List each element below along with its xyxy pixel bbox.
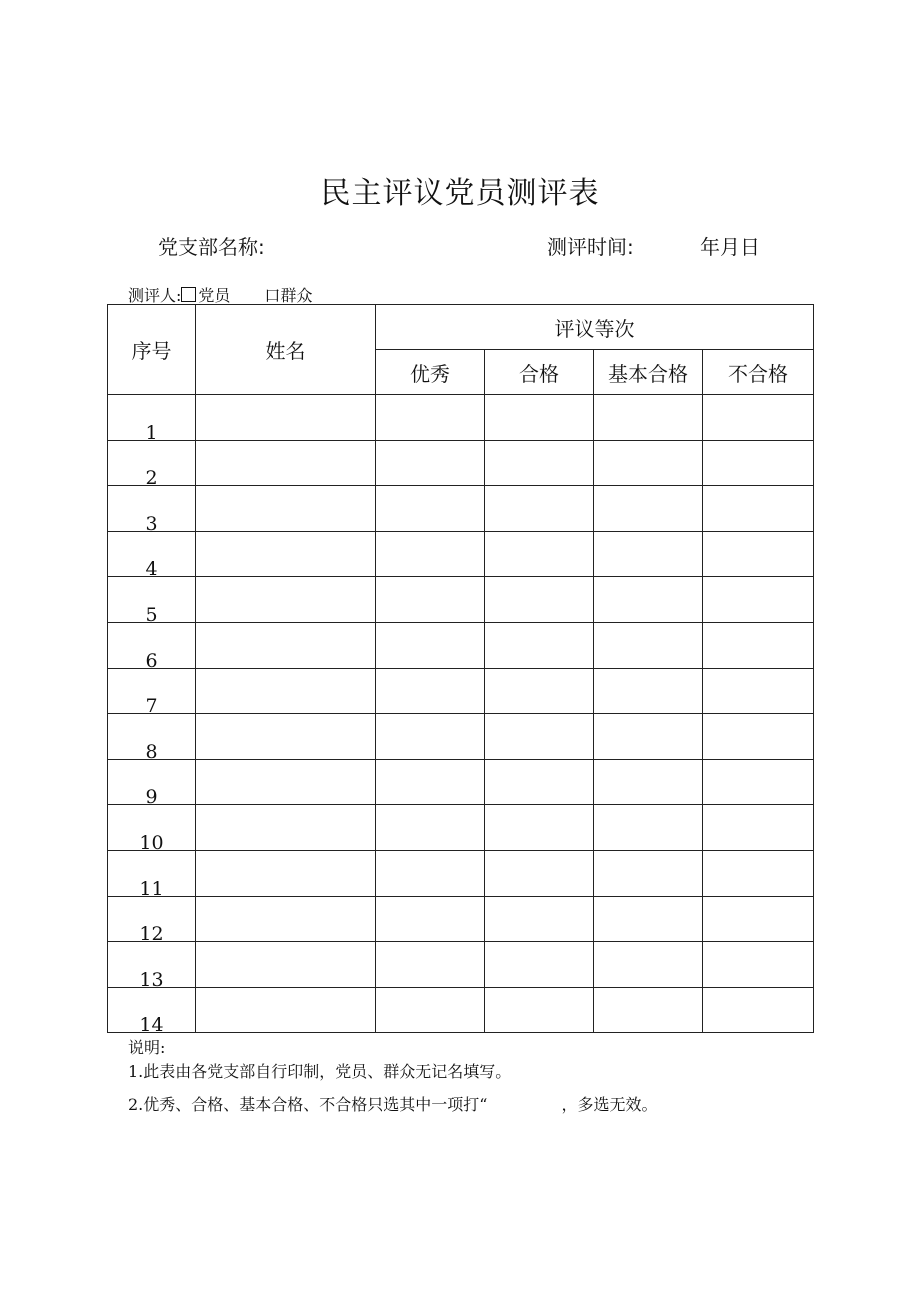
name-cell[interactable]	[196, 850, 376, 896]
excellent-cell[interactable]	[376, 805, 485, 851]
name-cell[interactable]	[196, 622, 376, 668]
basically-qualified-cell[interactable]	[594, 714, 703, 760]
basically-qualified-cell[interactable]	[594, 395, 703, 441]
index-column-header: 序号	[108, 305, 196, 395]
unqualified-cell[interactable]	[703, 850, 814, 896]
qualified-cell[interactable]	[485, 714, 594, 760]
qualified-cell[interactable]	[485, 622, 594, 668]
table-row	[108, 805, 814, 851]
table-row	[108, 622, 814, 668]
row-index: 8	[145, 740, 158, 763]
grade-unqualified-header: 不合格	[703, 350, 814, 395]
row-index-cell	[108, 395, 196, 444]
basically-qualified-cell[interactable]	[594, 805, 703, 851]
basically-qualified-cell[interactable]	[594, 759, 703, 805]
excellent-cell[interactable]	[376, 759, 485, 805]
grade-qualified-header: 合格	[485, 350, 594, 395]
unqualified-cell[interactable]	[703, 714, 814, 760]
name-cell[interactable]	[196, 531, 376, 577]
row-index-cell	[108, 622, 196, 672]
party-member-option-label: 党员	[198, 286, 231, 305]
row-index: 11	[139, 877, 164, 900]
row-index: 3	[145, 512, 158, 535]
grade-excellent-header: 优秀	[376, 350, 485, 395]
grade-basically-qualified-header: 基本合格	[594, 350, 703, 395]
excellent-cell[interactable]	[376, 987, 485, 1033]
row-index-cell	[108, 896, 196, 946]
unqualified-cell[interactable]	[703, 668, 814, 714]
qualified-cell[interactable]	[485, 987, 594, 1033]
row-index: 1	[145, 421, 158, 444]
row-index: 4	[145, 558, 158, 581]
unqualified-cell[interactable]	[703, 395, 814, 441]
row-index-cell	[108, 850, 196, 900]
note-1: 1.此表由各党支部自行印制，党员、群众无记名填写。	[128, 1062, 512, 1081]
name-cell[interactable]	[196, 942, 376, 988]
unqualified-cell[interactable]	[703, 759, 814, 805]
row-index-cell	[108, 805, 196, 854]
qualified-cell[interactable]	[485, 668, 594, 714]
name-cell[interactable]	[196, 896, 376, 942]
table-row	[108, 440, 814, 486]
name-cell[interactable]	[196, 714, 376, 760]
row-index-cell	[108, 668, 196, 718]
basically-qualified-cell[interactable]	[594, 440, 703, 486]
basically-qualified-cell[interactable]	[594, 622, 703, 668]
row-index: 14	[139, 1014, 164, 1037]
row-index: 9	[145, 786, 158, 809]
row-index-cell	[108, 486, 196, 535]
name-cell[interactable]	[196, 759, 376, 805]
party-member-checkbox[interactable]	[181, 287, 196, 302]
table-row	[108, 942, 814, 988]
table-row	[108, 395, 814, 441]
note-2-text-after: ，多选无效。	[561, 1095, 658, 1114]
excellent-cell[interactable]	[376, 668, 485, 714]
unqualified-cell[interactable]	[703, 622, 814, 668]
qualified-cell[interactable]	[485, 486, 594, 532]
row-index-cell	[108, 759, 196, 809]
unqualified-cell[interactable]	[703, 577, 814, 623]
excellent-cell[interactable]	[376, 896, 485, 942]
qualified-cell[interactable]	[485, 896, 594, 942]
note-2	[128, 1092, 657, 1115]
unqualified-cell[interactable]	[703, 805, 814, 851]
basically-qualified-cell[interactable]	[594, 577, 703, 623]
unqualified-cell[interactable]	[703, 942, 814, 988]
row-index: 10	[139, 831, 164, 854]
excellent-cell[interactable]	[376, 942, 485, 988]
table-row	[108, 486, 814, 532]
evaluation-table	[107, 304, 814, 1037]
basically-qualified-cell[interactable]	[594, 896, 703, 942]
table-row	[108, 896, 814, 942]
table-row	[108, 714, 814, 760]
qualified-cell[interactable]	[485, 805, 594, 851]
row-index-cell	[108, 577, 196, 626]
notes-title: 说明:	[128, 1038, 166, 1057]
row-index: 2	[145, 467, 158, 490]
masses-checkbox-glyph[interactable]: 口	[264, 286, 281, 305]
evaluator-label: 测评人:	[128, 286, 182, 305]
name-cell[interactable]	[196, 987, 376, 1033]
masses-option-label: 群众	[280, 286, 313, 305]
name-cell[interactable]	[196, 668, 376, 714]
excellent-cell[interactable]	[376, 440, 485, 486]
name-cell[interactable]	[196, 805, 376, 851]
evaluator-line	[128, 283, 312, 306]
unqualified-cell[interactable]	[703, 486, 814, 532]
date-label: 年月日	[700, 235, 760, 259]
branch-name-label: 党支部名称:	[158, 235, 265, 259]
name-cell[interactable]	[196, 395, 376, 441]
unqualified-cell[interactable]	[703, 531, 814, 577]
name-cell[interactable]	[196, 440, 376, 486]
grade-group-header: 评议等次	[376, 305, 814, 350]
excellent-cell[interactable]	[376, 714, 485, 760]
row-index-cell	[108, 714, 196, 763]
name-column-header: 姓名	[196, 305, 376, 395]
table-row	[108, 668, 814, 714]
unqualified-cell[interactable]	[703, 896, 814, 942]
unqualified-cell[interactable]	[703, 440, 814, 486]
basically-qualified-cell[interactable]	[594, 531, 703, 577]
row-index: 7	[145, 695, 158, 718]
basically-qualified-cell[interactable]	[594, 987, 703, 1033]
table-row	[108, 987, 814, 1033]
row-index: 13	[139, 968, 164, 991]
qualified-cell[interactable]	[485, 395, 594, 441]
unqualified-cell[interactable]	[703, 987, 814, 1033]
excellent-cell[interactable]	[376, 531, 485, 577]
qualified-cell[interactable]	[485, 531, 594, 577]
excellent-cell[interactable]	[376, 395, 485, 441]
name-cell[interactable]	[196, 486, 376, 532]
table-row	[108, 531, 814, 577]
basically-qualified-cell[interactable]	[594, 942, 703, 988]
row-index-cell	[108, 531, 196, 581]
qualified-cell[interactable]	[485, 850, 594, 896]
excellent-cell[interactable]	[376, 850, 485, 896]
page-title: 民主评议党员测评表	[320, 176, 600, 211]
row-index-cell	[108, 987, 196, 1037]
qualified-cell[interactable]	[485, 440, 594, 486]
qualified-cell[interactable]	[485, 759, 594, 805]
name-cell[interactable]	[196, 577, 376, 623]
row-index: 12	[139, 923, 164, 946]
row-index: 6	[145, 649, 158, 672]
row-index: 5	[145, 603, 158, 626]
basically-qualified-cell[interactable]	[594, 486, 703, 532]
excellent-cell[interactable]	[376, 486, 485, 532]
note-2-text-before: 2.优秀、合格、基本合格、不合格只选其中一项打“	[128, 1095, 488, 1114]
table-row	[108, 577, 814, 623]
excellent-cell[interactable]	[376, 622, 485, 668]
row-index-cell	[108, 440, 196, 490]
basically-qualified-cell[interactable]	[594, 850, 703, 896]
qualified-cell[interactable]	[485, 577, 594, 623]
qualified-cell[interactable]	[485, 942, 594, 988]
table-row	[108, 759, 814, 805]
excellent-cell[interactable]	[376, 577, 485, 623]
basically-qualified-cell[interactable]	[594, 668, 703, 714]
evaluation-time-label: 测评时间:	[547, 235, 634, 259]
row-index-cell	[108, 942, 196, 991]
table-row	[108, 850, 814, 896]
